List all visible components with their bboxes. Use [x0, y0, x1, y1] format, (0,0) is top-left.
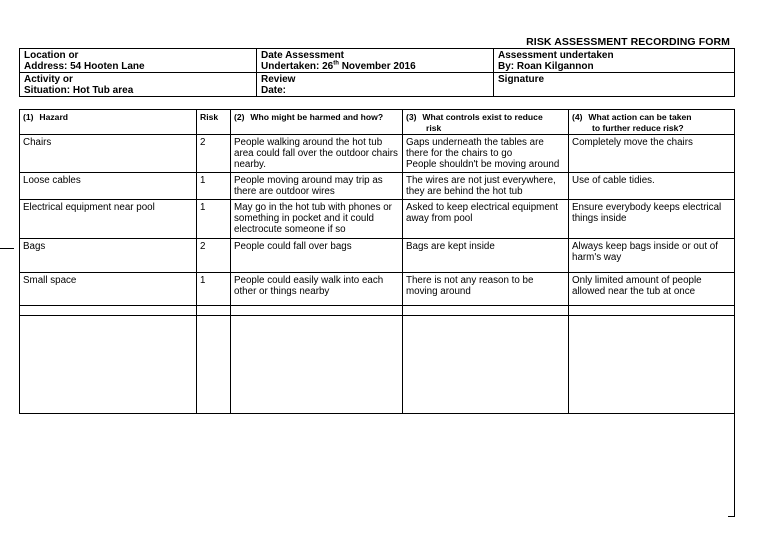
assessment-by: By: Roan Kilgannon [498, 61, 594, 72]
risk-cell: 2 [197, 135, 231, 173]
action-cell: Only limited amount of people allowed near the tub at once [569, 273, 735, 306]
header-table [19, 48, 735, 97]
empty-cell [20, 316, 197, 414]
empty-cell [20, 306, 197, 316]
empty-cell [569, 316, 735, 414]
review-cell [257, 73, 494, 97]
form-title: RISK ASSESSMENT RECORDING FORM [526, 36, 730, 48]
situation-value: Situation: Hot Tub area [24, 85, 134, 96]
table-row [20, 173, 735, 200]
action-cell: Completely move the chairs [569, 135, 735, 173]
who-cell: People moving around may trip as there are outdoor wires [231, 173, 403, 200]
empty-row [20, 306, 735, 316]
table-row [20, 200, 735, 239]
review-date: Date: [261, 85, 287, 96]
risk-table [19, 109, 735, 414]
location-label: Location or [24, 50, 79, 61]
risk-cell: 1 [197, 273, 231, 306]
empty-cell [569, 306, 735, 316]
risk-cell: 1 [197, 200, 231, 239]
date-label: Date Assessment [261, 50, 345, 61]
signature-label: Signature [498, 74, 545, 85]
right-margin-mark [734, 109, 735, 517]
controls-line: Gaps underneath the tables are there for the chairs to go [406, 137, 544, 159]
controls-cell [403, 135, 569, 173]
activity-label: Activity or [24, 74, 73, 85]
table-row [20, 239, 735, 273]
assessment-label: Assessment undertaken [498, 50, 614, 61]
col-hazard-header: (1) Hazard [20, 110, 197, 135]
corner-margin-mark [728, 516, 735, 517]
empty-cell [197, 306, 231, 316]
left-margin-mark [0, 248, 14, 249]
action-cell: Ensure everybody keeps electrical things inside [569, 200, 735, 239]
location-cell [20, 49, 257, 73]
risk-cell: 2 [197, 239, 231, 273]
table-row [20, 273, 735, 306]
header-row-location [20, 49, 735, 73]
controls-line: People shouldn't be moving around [406, 159, 560, 170]
hazard-cell: Bags [20, 239, 197, 273]
action-cell: Always keep bags inside or out of harm's way [569, 239, 735, 273]
empty-cell [403, 316, 569, 414]
undertaken-value: Undertaken: 26th November 2016 [261, 60, 416, 72]
controls-cell: Asked to keep electrical equipment away from pool [403, 200, 569, 239]
column-headers [20, 110, 735, 135]
empty-row [20, 316, 735, 414]
risk-cell: 1 [197, 173, 231, 200]
col-risk-header: Risk [197, 110, 231, 135]
hazard-cell: Small space [20, 273, 197, 306]
controls-cell: There is not any reason to be moving around [403, 273, 569, 306]
who-cell: People could fall over bags [231, 239, 403, 273]
hazard-cell: Loose cables [20, 173, 197, 200]
assessment-cell [494, 49, 735, 73]
who-cell: People walking around the hot tub area could fall over the outdoor chairs nearby. [231, 135, 403, 173]
signature-cell [494, 73, 735, 97]
date-cell [257, 49, 494, 73]
empty-cell [403, 306, 569, 316]
who-cell: May go in the hot tub with phones or something in pocket and it could electrocute someone if so [231, 200, 403, 239]
action-cell: Use of cable tidies. [569, 173, 735, 200]
empty-cell [231, 306, 403, 316]
who-cell: People could easily walk into each other or things nearby [231, 273, 403, 306]
hazard-cell: Electrical equipment near pool [20, 200, 197, 239]
controls-cell: The wires are not just everywhere, they are behind the hot tub [403, 173, 569, 200]
controls-cell: Bags are kept inside [403, 239, 569, 273]
col-controls-header: (3) What controls exist to reduce risk [403, 110, 569, 135]
review-label: Review [261, 74, 296, 85]
header-row-activity [20, 73, 735, 97]
empty-cell [197, 316, 231, 414]
empty-cell [231, 316, 403, 414]
table-row [20, 135, 735, 173]
activity-cell [20, 73, 257, 97]
hazard-cell: Chairs [20, 135, 197, 173]
address-value: Address: 54 Hooten Lane [24, 61, 145, 72]
col-who-header: (2) Who might be harmed and how? [231, 110, 403, 135]
col-action-header: (4) What action can be taken to further reduce risk? [569, 110, 735, 135]
